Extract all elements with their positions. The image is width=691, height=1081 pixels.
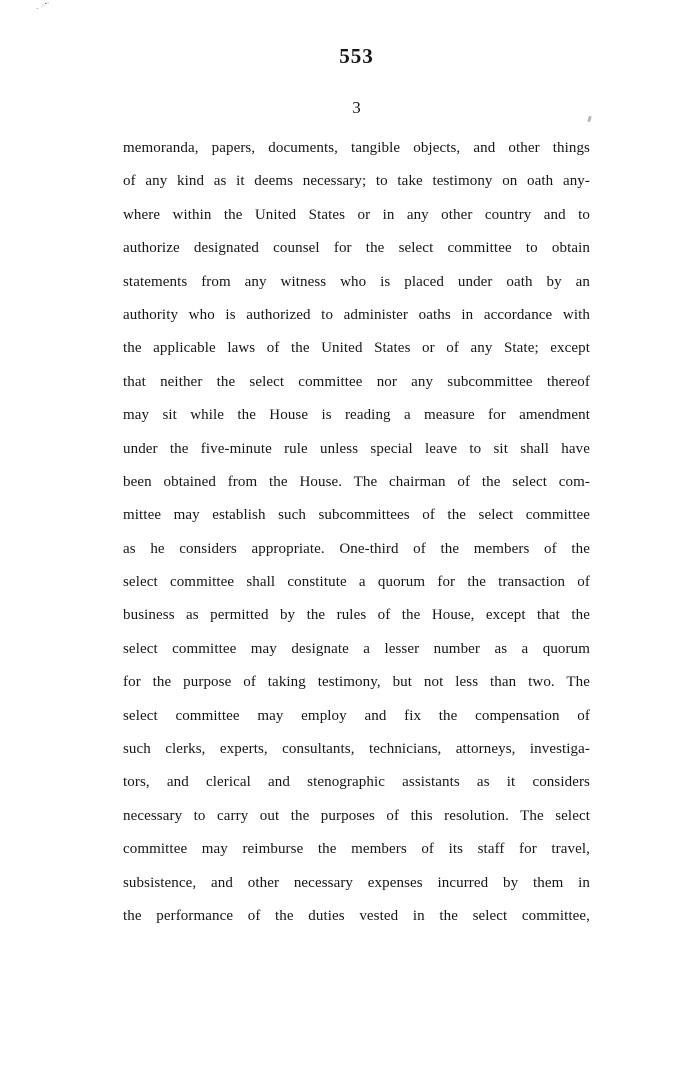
body-text-line: may sit while the House is reading a measure for amendment [123,407,590,424]
section-number: 3 [352,98,361,117]
body-text-line: subsistence, and other necessary expenses incurred by them in [123,874,590,891]
body-text-line: where within the United States or in any other country and to [123,206,590,223]
body-text-line: necessary to carry out the purposes of this resolution. The select [123,807,590,824]
body-text-line: of any kind as it deems necessary; to take testimony on oath any- [123,173,590,190]
body-text-line: select committee shall constitute a quorum for the transaction of [123,574,590,591]
body-text [123,132,590,933]
body-text-line: the performance of the duties vested in the select committee, [123,907,590,924]
body-text-line: the applicable laws of the United States or of any State; except [123,340,590,357]
page-number: 553 [339,44,374,68]
body-text-line: for the purpose of taking testimony, but not less than two. The [123,674,590,691]
body-text-line: committee may reimburse the members of its staff for travel, [123,841,590,858]
body-text-line: mittee may establish such subcommittees of the select committee [123,507,590,524]
body-text-line: under the five-minute rule unless special leave to sit shall have [123,440,590,457]
body-text-line: that neither the select committee nor any subcommittee thereof [123,373,590,390]
pencil-smudge-mark [25,2,61,20]
body-text-line: as he considers appropriate. One-third of the members of the [123,540,590,557]
body-text-line: tors, and clerical and stenographic assistants as it considers [123,774,590,791]
body-text-line: authorize designated counsel for the select committee to obtain [123,240,590,257]
body-text-line: memoranda, papers, documents, tangible objects, and other things [123,140,590,156]
body-text-line: select committee may employ and fix the compensation of [123,707,590,724]
body-text-line: statements from any witness who is placed under oath by an [123,273,590,290]
body-text-line: select committee may designate a lesser number as a quorum [123,640,590,657]
body-text-line: business as permitted by the rules of the House, except that the [123,607,590,624]
body-text-line: such clerks, experts, consultants, technicians, attorneys, investiga- [123,741,590,758]
body-text-line: been obtained from the House. The chairman of the select com- [123,473,590,490]
body-text-line: authority who is authorized to administer oaths in accordance with [123,306,590,323]
